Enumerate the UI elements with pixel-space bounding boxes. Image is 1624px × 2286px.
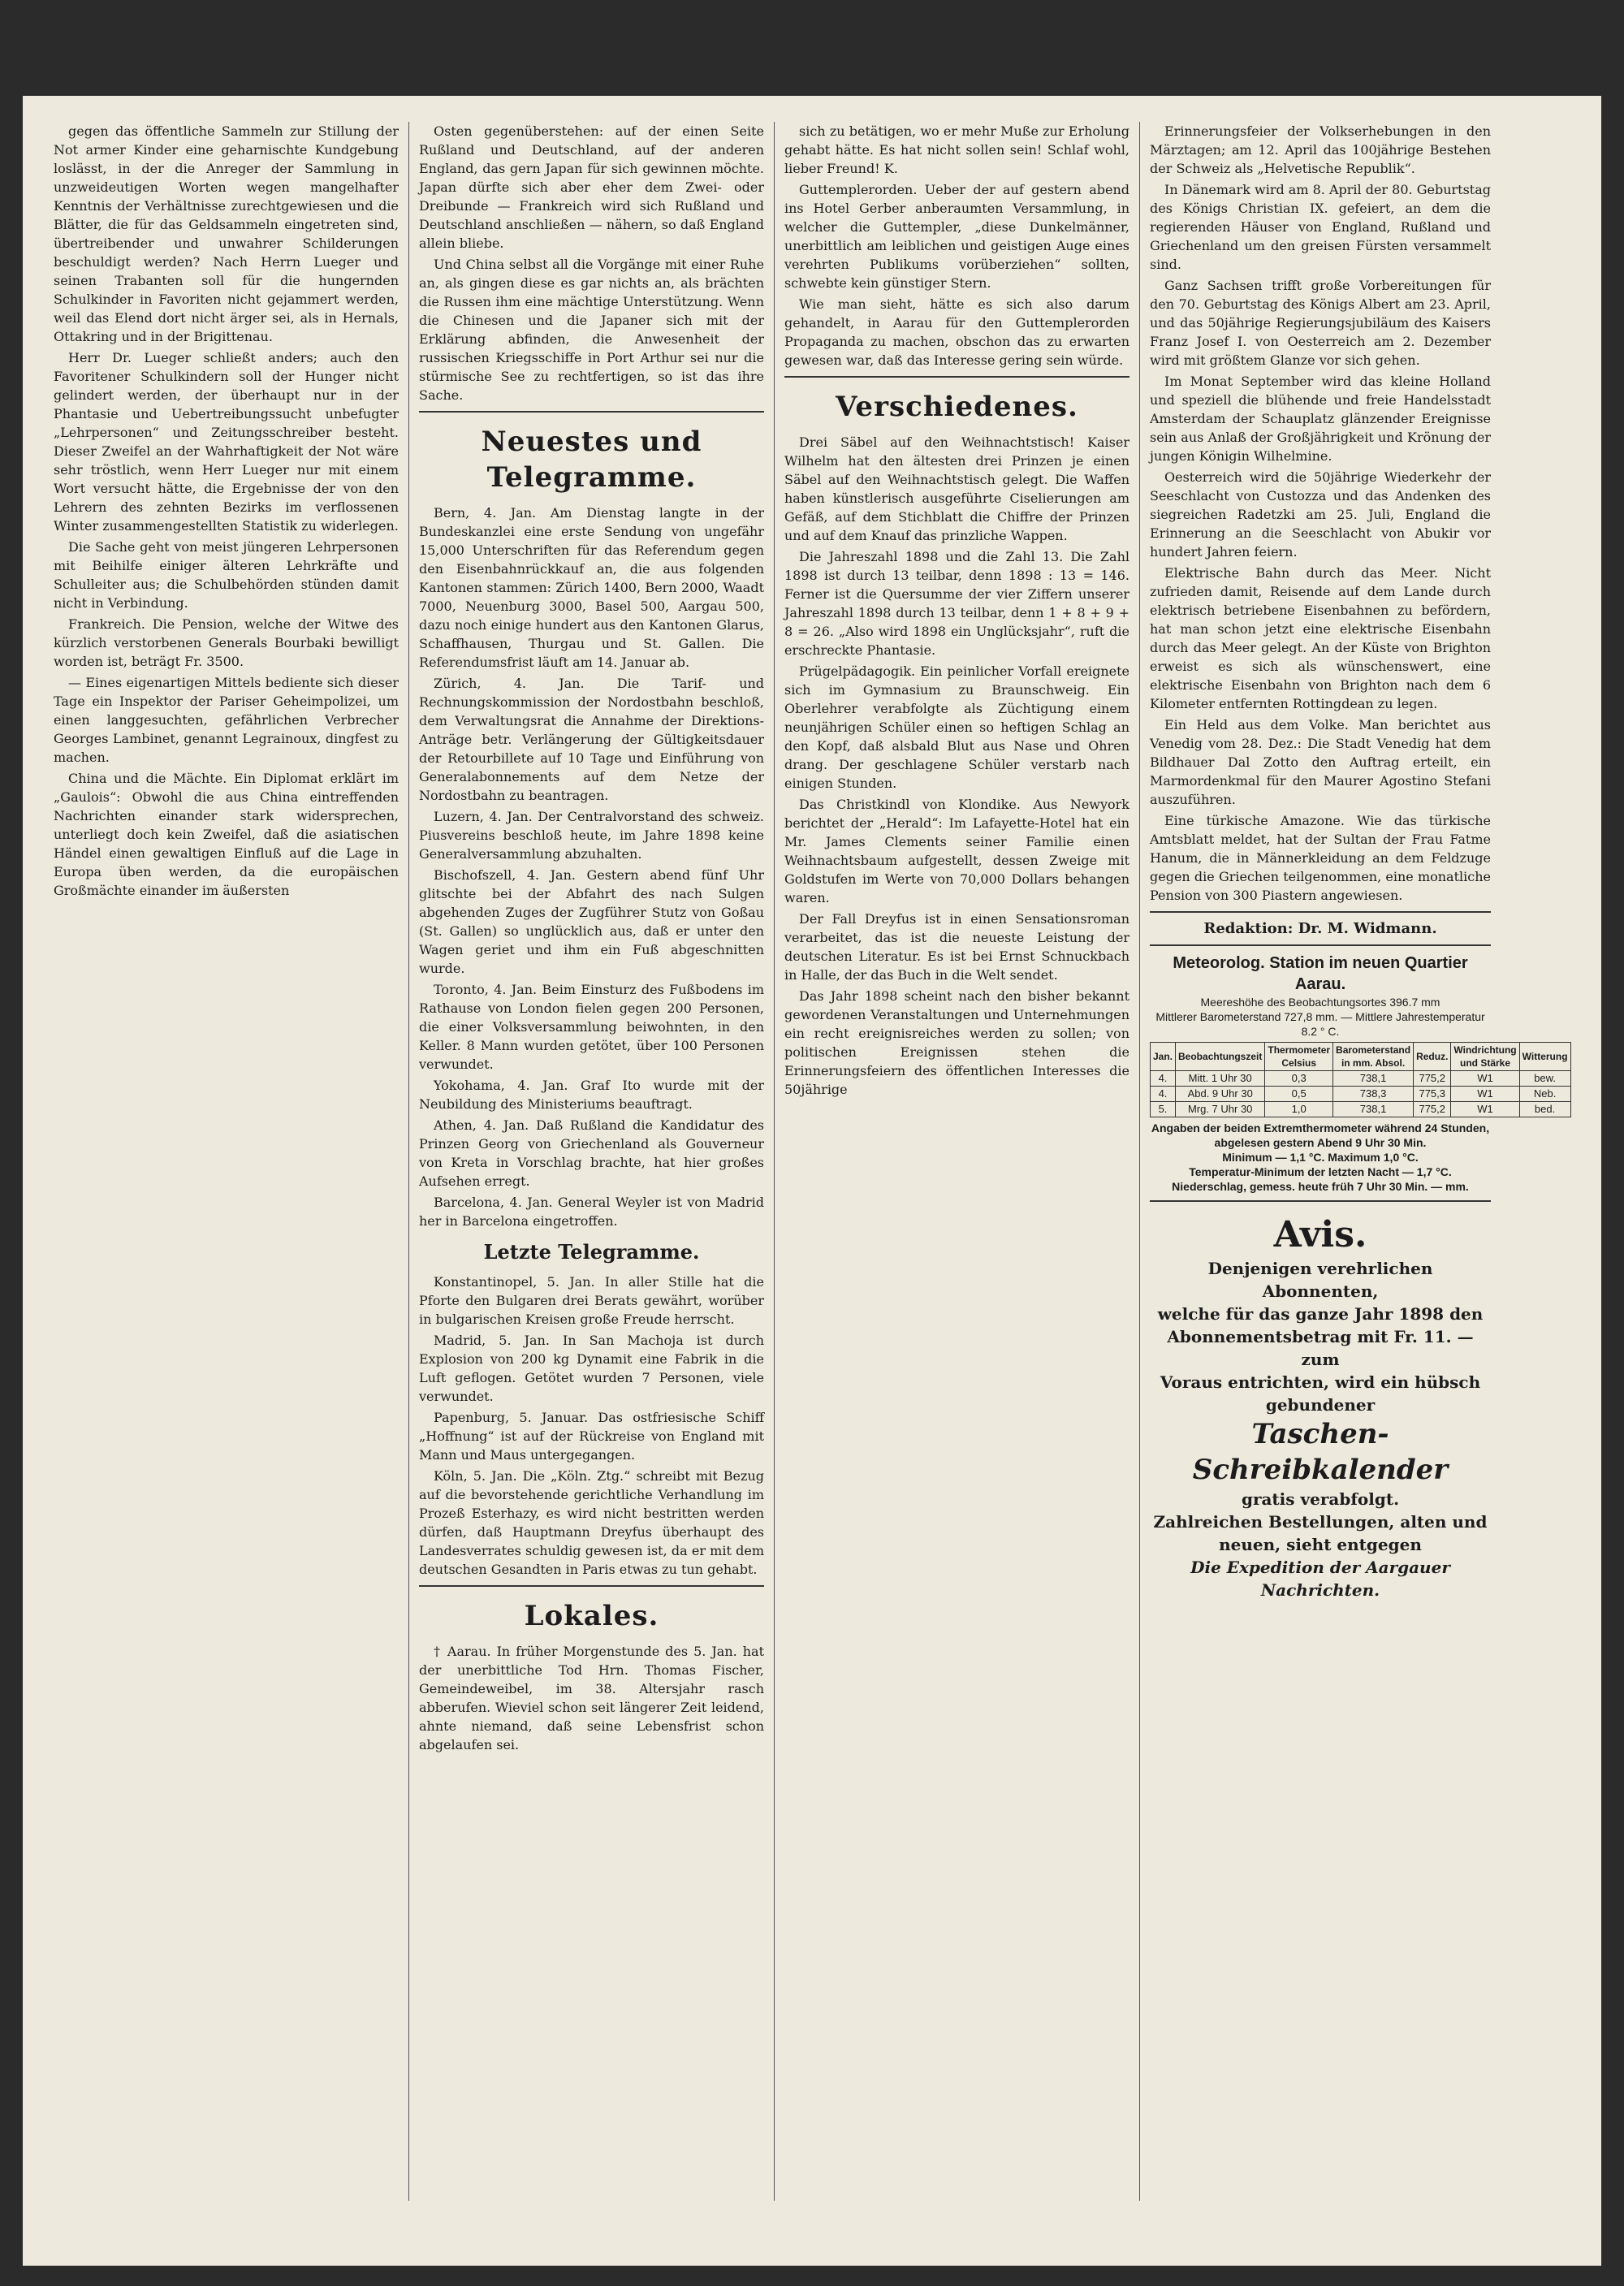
- paragraph: In Dänemark wird am 8. April der 80. Geburtstag des Königs Christian IX. gefeiert, an dem die regierenden Häuser von England, Rußland und Griechenland um den greisen Fürsten versammelt sind.: [1150, 182, 1491, 272]
- telegram: Bern, 4. Jan. Am Dienstag langte in der Bundeskanzlei eine erste Sendung von ungefähr 15,000 Unterschriften für das Referendum gegen den Eisenbahnrückkauf an, die aus folgenden Kantonen stammen: Zürich 1400, Bern 2000, Waadt 7000, Neuenburg 3000, Basel 500, Aargau 500, dazu noch einige hundert aus den Kantonen Glarus, Schaffhausen, Thurgau und St. Gallen. Die Referendumsfrist läuft am 14. Januar ab.: [419, 505, 764, 670]
- local-news: † Aarau. In früher Morgenstunde des 5. Jan. hat der unerbittliche Tod Hrn. Thomas Fischer, Gemeindeweibel, im 38. Altersjahr rasch abberufen. Wieviel schon seit längerer Zeit leidend, ahnte niemand, daß seine Lebensfrist schon abgelaufen sei.: [419, 1644, 764, 1752]
- weather-header: Windrichtung und Stärke: [1451, 1043, 1519, 1071]
- editor-credit: Redaktion: Dr. M. Widmann.: [1203, 920, 1437, 937]
- paragraph: Und China selbst all die Vorgänge mit einer Ruhe an, als gingen diese es gar nichts an, als brächten die Russen ihm eine mächtige Unterstützung. Wenn die Chinesen und die Japaner sich mit der Erklärung abfinden, die Anwesenheit der russischen Kriegsschiffe in Port Arthur sei nur die stürmische See zu rechtfertigen, so ist das ihre Sache.: [419, 257, 764, 403]
- weather-header: Barometerstand in mm. Absol.: [1333, 1043, 1414, 1071]
- avis-line: gratis verabfolgt.: [1241, 1489, 1400, 1509]
- weather-footnote: Minimum — 1,1 °C. Maximum 1,0 °C.: [1222, 1151, 1419, 1164]
- avis-signature: Die Expedition der Aargauer Nachrichten.: [1190, 1558, 1450, 1600]
- weather-cell: 775,2: [1414, 1102, 1451, 1117]
- telegram: Konstantinopel, 5. Jan. In aller Stille hat die Pforte den Bulgaren drei Berats gewährt, worüber in bulgarischen Kreisen große Freude herrscht.: [419, 1274, 764, 1327]
- table-row: [1151, 1087, 1571, 1102]
- weather-cell: 738,1: [1333, 1102, 1414, 1117]
- section-header-last-telegrams: Letzte Telegramme.: [483, 1240, 700, 1264]
- weather-station-place: Aarau.: [1294, 975, 1346, 993]
- paragraph: Ein Held aus dem Volke. Man berichtet aus Venedig vom 28. Dez.: Die Stadt Venedig hat dem Bildhauer Dal Zotto den Auftrag erteilt, ein Marmordenkmal für den Maurer Agostino Stefani auszuführen.: [1150, 717, 1491, 807]
- misc-item: Drei Säbel auf den Weihnachtstisch! Kaiser Wilhelm hat den ältesten drei Prinzen je einen Säbel auf den Weihnachtstisch gelegt. Die Waffen haben künstlerisch ausgeführte Ciselierungen am Gefäß, auf dem Stichblatt die Chiffre der Prinzen und auf dem Knauf das prinzliche Wappen.: [784, 434, 1129, 543]
- avis-product: Taschen-Schreibkalender: [1192, 1418, 1449, 1486]
- table-row: [1151, 1071, 1571, 1087]
- weather-cell: bew.: [1519, 1071, 1570, 1087]
- weather-cell: W1: [1451, 1071, 1519, 1087]
- weather-cell: 4.: [1151, 1087, 1176, 1102]
- misc-item: Der Fall Dreyfus ist in einen Sensationsroman verarbeitet, das ist die neueste Leistung der deutschen Literatur. Es ist bei Ernst Schnuckbach in Halle, der das Buch in die Welt sendet.: [784, 911, 1129, 983]
- telegram: Madrid, 5. Jan. In San Machoja ist durch Explosion von 200 kg Dynamit eine Fabrik in die Luft geflogen. Getötet wurden 7 Personen, viele verwundet.: [419, 1333, 764, 1404]
- weather-line: Meereshöhe des Beobachtungsortes 396.7 mm: [1200, 996, 1440, 1009]
- section-header-telegrams: Neuestes und Telegramme.: [481, 426, 702, 494]
- paragraph: Oesterreich wird die 50jährige Wiederkehr der Seeschlacht von Custozza und das Andenken des siegreichen Radetzki am 25. Juli, England die Erinnerung an die Seeschlacht von Abukir vor hundert Jahren feiern.: [1150, 469, 1491, 560]
- weather-cell: bed.: [1519, 1102, 1570, 1117]
- paragraph: Herr Dr. Lueger schließt anders; auch den Favoritener Schulkindern soll der Hunger nicht gelindert werden, der überhaupt nur in der Phantasie und Uebertreibungssucht unbefugter „Lehrpersonen“ und Zeitungsschreiber besteht. Dieser Zweifel an der Wahrhaftigkeit der Not wäre sehr tröstlich, wenn Herr Lueger nur mit einem Wort versucht hätte, die Ergebnisse der von den Lehrern des zehnten Bezirks im verflossenen Winter zusammengestellten Statistik zu widerlegen.: [54, 350, 399, 534]
- weather-cell: W1: [1451, 1102, 1519, 1117]
- avis-line: Zahlreichen Bestellungen, alten und neuen, sieht entgegen: [1153, 1512, 1488, 1554]
- paragraph: Frankreich. Die Pension, welche der Witwe des kürzlich verstorbenen Generals Bourbaki bewilligt worden ist, beträgt Fr. 3500.: [54, 616, 399, 669]
- weather-cell: 738,3: [1333, 1087, 1414, 1102]
- column-2: [419, 122, 764, 2201]
- weather-table: [1150, 1042, 1571, 1117]
- paragraph: China und die Mächte. Ein Diplomat erklärt im „Gaulois“: Obwohl die aus China eintreffenden Nachrichten einander stark widersprechen, unterliegt doch kein Zweifel, daß die asiatischen Händel einen gewaltigen Einfluß auf die Lage in Europa üben werden, da die europäischen Großmächte einander im äußersten: [54, 771, 399, 898]
- section-header-misc: Verschiedenes.: [836, 391, 1078, 423]
- weather-cell: Abd. 9 Uhr 30: [1176, 1087, 1265, 1102]
- section-rule: [1150, 1200, 1491, 1202]
- section-rule: [784, 376, 1129, 378]
- paragraph: Elektrische Bahn durch das Meer. Nicht zufrieden damit, Reisende auf dem Lande durch elektrisch betriebene Eisenbahnen zu befördern, hat man schon jetzt eine elektrische Eisenbahn durch das Meer gelegt. An der Küste von Brighton erweist es sich als wünschenswert, eine elektrische Eisenbahn von Brighton nach dem 6 Kilometer entfernten Rottingdean zu legen.: [1150, 565, 1491, 711]
- weather-header: Beobachtungszeit: [1176, 1043, 1265, 1071]
- weather-header: Jan.: [1151, 1043, 1176, 1071]
- misc-item: Die Jahreszahl 1898 und die Zahl 13. Die Zahl 1898 ist durch 13 teilbar, denn 1898 : 13 = 146. Ferner ist die Quersumme der vier Ziffern unserer Jahreszahl 1898 durch 13 teilbar, denn 1 + 8 + 9 + 8 = 26. „Also wird 1898 ein Unglücksjahr“, ruft die erschreckte Phantasie.: [784, 549, 1129, 658]
- telegram: Köln, 5. Jan. Die „Köln. Ztg.“ schreibt mit Bezug auf die bevorstehende gerichtliche Verhandlung im Prozeß Esterhazy, es wird nicht bestritten werden dürfen, daß Hauptmann Dreyfus überhaupt des Landesverrates schuldig gewesen ist, da er mit dem deutschen Gesandten in Paris etwas zu tun gehabt.: [419, 1468, 764, 1577]
- telegram: Luzern, 4. Jan. Der Centralvorstand des schweiz. Piusvereins beschloß heute, im Jahre 1898 keine Generalversammlung abzuhalten.: [419, 809, 764, 862]
- column-3: [784, 122, 1129, 2201]
- weather-cell: 5.: [1151, 1102, 1176, 1117]
- avis-line: Abonnementsbetrag mit Fr. 11. — zum: [1167, 1327, 1474, 1369]
- telegram: Barcelona, 4. Jan. General Weyler ist von Madrid her in Barcelona eingetroffen.: [419, 1195, 764, 1229]
- weather-station-title: Meteorolog. Station im neuen Quartier: [1173, 954, 1468, 972]
- telegram: Zürich, 4. Jan. Die Tarif- und Rechnungskommission der Nordostbahn beschloß, dem Verwaltungsrat die Annahme der Direktions-Anträge betr. Verlängerung der Gültigkeitsdauer der Retourbillete auf 10 Tage und Einführung von Generalabonnements auf dem Netze der Nordostbahn zu beantragen.: [419, 676, 764, 803]
- paragraph: gegen das öffentliche Sammeln zur Stillung der Not armer Kinder eine geharnischte Kundgebung loslässt, in der die Anreger der Sammlung in unzweideutigen Worten wegen mangelhafter Kenntnis der Verhältnisse zurechtgewiesen und die Blätter, die für das Geldsammeln eingetreten sind, übertreibender und unwahrer Schilderungen beschuldigt werden? Nach Herrn Lueger und seinen Trabanten soll für die hungernden Schulkinder in Favoriten nicht gejammert werden, weil das Elend dort nicht ärger sei, als in Hernals, Ottakring und in der Brigittenau.: [54, 123, 399, 344]
- weather-cell: Neb.: [1519, 1087, 1570, 1102]
- paragraph: Guttemplerorden. Ueber der auf gestern abend ins Hotel Gerber anberaumten Versammlung, in welcher die Guttempler, „diese Dunkelmänner, unerbittlich am leiblichen und geistigen Auge eines verehrten Publikums vorüberziehen“ sollten, schwebte kein günstiger Stern.: [784, 182, 1129, 291]
- weather-footnote: Temperatur-Minimum der letzten Nacht — 1,7 °C.: [1189, 1165, 1452, 1178]
- column-divider: [1139, 122, 1140, 2201]
- avis-line: Voraus entrichten, wird ein hübsch gebundener: [1160, 1372, 1481, 1415]
- column-divider: [408, 122, 409, 2201]
- telegram: Toronto, 4. Jan. Beim Einsturz des Fußbodens im Rathause von London fielen gegen 200 Personen, die einer Volksversammlung beiwohnten, in den Keller. 8 Mann wurden getötet, über 100 Personen verwundet.: [419, 982, 764, 1072]
- weather-line: Mittlerer Barometerstand 727,8 mm. — Mittlere Jahrestemperatur 8.2 ° C.: [1155, 1010, 1485, 1038]
- paragraph: — Eines eigenartigen Mittels bediente sich dieser Tage ein Inspektor der Pariser Geheimpolizei, um einen langgesuchten, gefährlichen Verbrecher Georges Lambinet, genannt Legrainoux, dingfest zu machen.: [54, 675, 399, 765]
- telegram: Athen, 4. Jan. Daß Rußland die Kandidatur des Prinzen Georg von Griechenland als Gouverneur von Kreta in Vorschlag brachte, hat hier großes Aufsehen erregt.: [419, 1117, 764, 1189]
- paragraph: Eine türkische Amazone. Wie das türkische Amtsblatt meldet, hat der Sultan der Frau Fatme Hanum, die in Männerkleidung an dem Feldzuge gegen die Griechen teilgenommen, eine monatliche Pension von 300 Piastern angewiesen.: [1150, 813, 1491, 903]
- weather-footnote: Angaben der beiden Extremthermometer während 24 Stunden, abgelesen gestern Abend 9 Uhr 30 Min.: [1151, 1121, 1490, 1149]
- section-rule: [1150, 911, 1491, 913]
- avis-line: welche für das ganze Jahr 1898 den: [1157, 1304, 1484, 1324]
- section-rule: [419, 1585, 764, 1587]
- weather-header: Witterung: [1519, 1043, 1570, 1071]
- avis-title: Avis.: [1273, 1214, 1367, 1255]
- weather-cell: 775,2: [1414, 1071, 1451, 1087]
- table-row: [1151, 1102, 1571, 1117]
- weather-cell: 0,3: [1265, 1071, 1333, 1087]
- misc-item: Das Jahr 1898 scheint nach den bisher bekannt gewordenen Veranstaltungen und Unternehmungen ein recht ereignisreiches werden zu sollen; von politischen Ereignissen stehen die Erinnerungsfeiern des öffentlichen Interesses die 50jährige: [784, 988, 1129, 1097]
- paragraph: sich zu betätigen, wo er mehr Muße zur Erholung gehabt hätte. Es hat nicht sollen sein! Schlaf wohl, lieber Freund! K.: [784, 123, 1129, 176]
- weather-cell: Mrg. 7 Uhr 30: [1176, 1102, 1265, 1117]
- column-divider: [774, 122, 775, 2201]
- paragraph: Erinnerungsfeier der Volkserhebungen in den Märztagen; am 12. April das 100jährige Bestehen der Schweiz als „Helvetische Republik“.: [1150, 123, 1491, 176]
- paragraph: Ganz Sachsen trifft große Vorbereitungen für den 70. Geburtstag des Königs Albert am 23. April, und das 50jährige Regierungsjubiläum des Kaisers Franz Josef I. von Oesterreich am 2. Dezember wird mit größtem Glanze vor sich gehen.: [1150, 278, 1491, 368]
- misc-item: Das Christkindl von Klondike. Aus Newyork berichtet der „Herald“: Im Lafayette-Hotel hat ein Mr. James Clements seiner Familie einen Weihnachtsbaum aufgestellt, dessen Zweige mit Goldstufen im Werte von 70,000 Dollars behangen waren.: [784, 797, 1129, 905]
- avis-line: Denjenigen verehrlichen Abonnenten,: [1207, 1259, 1433, 1301]
- weather-header: Reduz.: [1414, 1043, 1451, 1071]
- paragraph: Im Monat September wird das kleine Holland und speziell die blühende und freie Handelsstadt Amsterdam der Schauplatz glänzender Ereignisse sein aus Anlaß der Großjährigkeit und Krönung der jungen Königin Wilhelmine.: [1150, 374, 1491, 464]
- weather-cell: 738,1: [1333, 1071, 1414, 1087]
- telegram: Papenburg, 5. Januar. Das ostfriesische Schiff „Hoffnung“ ist auf der Rückreise von England mit Mann und Maus untergegangen.: [419, 1410, 764, 1463]
- weather-cell: 4.: [1151, 1071, 1176, 1087]
- weather-cell: Mitt. 1 Uhr 30: [1176, 1071, 1265, 1087]
- paragraph: Die Sache geht von meist jüngeren Lehrpersonen mit Beihilfe einiger älteren Lehrkräfte und Schulleiter aus; die Schulbehörden stünden damit nicht in Verbindung.: [54, 539, 399, 611]
- weather-cell: 775,3: [1414, 1087, 1451, 1102]
- section-rule: [1150, 944, 1491, 946]
- telegram: Bischofszell, 4. Jan. Gestern abend fünf Uhr glitschte bei der Abfahrt des nach Sulgen abgehenden Zuges der Zugführer Stutz von Goßau (St. Gallen) so unglücklich aus, daß er unter den Wagen geriet und ihm ein Fuß abgeschnitten wurde.: [419, 867, 764, 976]
- column-1: [54, 122, 399, 2201]
- paragraph: Osten gegenüberstehen: auf der einen Seite Rußland und Deutschland, auf der anderen England, das gern Japan für sich gewinnen möchte. Japan dürfte sich aber eher dem Zwei- oder Dreibunde — Frankreich wird sich Rußland und Deutschland anschließen — nähern, so daß England allein bliebe.: [419, 123, 764, 251]
- section-header-local: Lokales.: [524, 1600, 659, 1632]
- telegram: Yokohama, 4. Jan. Graf Ito wurde mit der Neubildung des Ministeriums beauftragt.: [419, 1078, 764, 1112]
- weather-cell: 0,5: [1265, 1087, 1333, 1102]
- weather-header: Thermometer Celsius: [1265, 1043, 1333, 1071]
- weather-cell: W1: [1451, 1087, 1519, 1102]
- section-rule: [419, 411, 764, 413]
- misc-item: Prügelpädagogik. Ein peinlicher Vorfall ereignete sich im Gymnasium zu Braunschweig. Ein Oberlehrer verabfolgte als Züchtigung einem neunjährigen Schüler einen so heftigen Schlag an den Kopf, daß alsbald Blut aus Nase und Ohren drang. Der geschlagene Schüler verstarb nach einigen Stunden.: [784, 663, 1129, 791]
- column-4: [1150, 122, 1568, 2201]
- weather-cell: 1,0: [1265, 1102, 1333, 1117]
- weather-footnote: Niederschlag, gemess. heute früh 7 Uhr 30 Min. — mm.: [1172, 1180, 1469, 1193]
- paragraph: Wie man sieht, hätte es sich also darum gehandelt, in Aarau für den Guttemplerorden Propaganda zu machen, obschon das zu erwarten gewesen war, daß das Interesse gering sein würde.: [784, 296, 1129, 368]
